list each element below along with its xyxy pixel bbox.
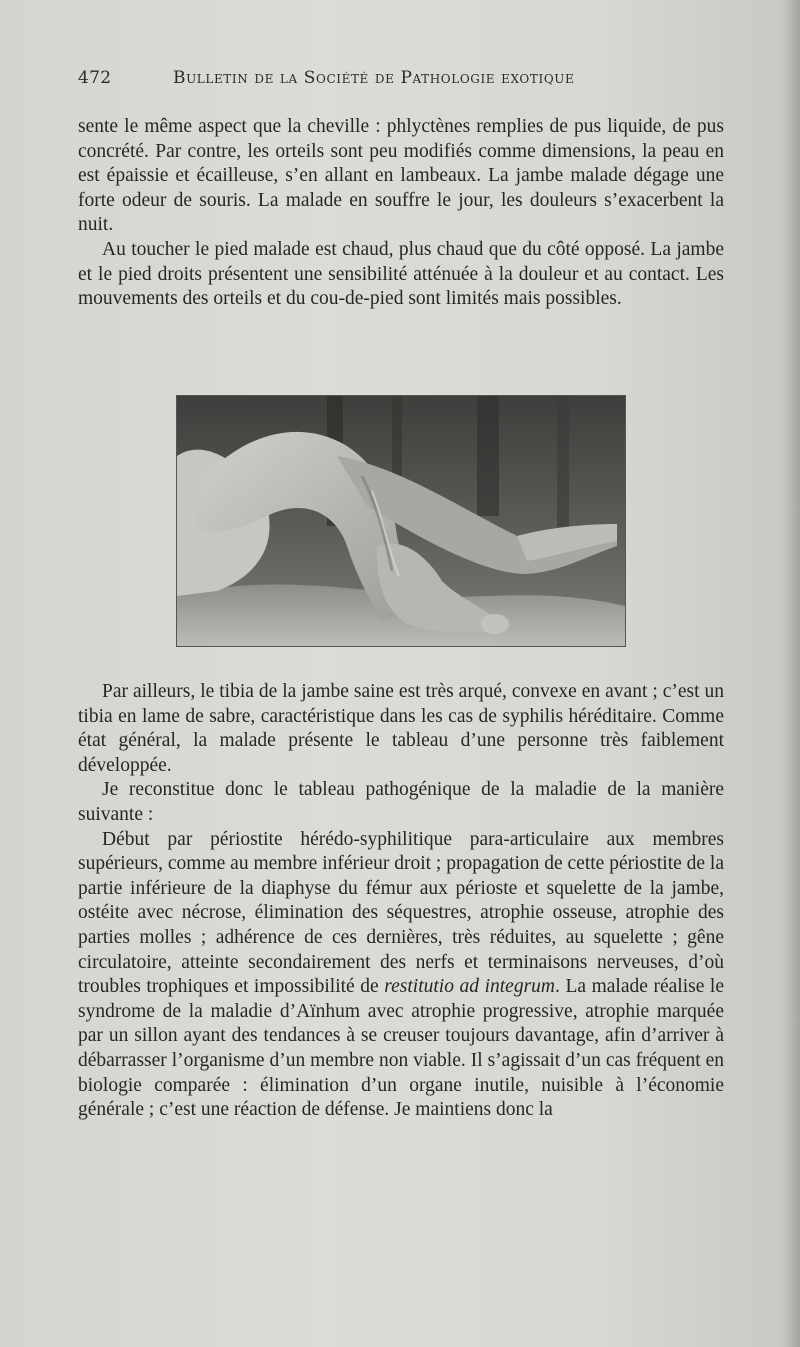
leg-photograph: [177, 396, 625, 646]
latin-phrase: restitutio ad integrum: [384, 976, 556, 998]
paragraph: Je reconstitue donc le tableau pathogénique de la maladie de la manière suivante :: [78, 779, 724, 825]
photograph-figure: [176, 395, 626, 647]
text-block-top: [78, 115, 724, 312]
page-number: 472: [78, 68, 112, 88]
paragraph: [78, 828, 724, 1123]
paragraph: Par ailleurs, le tibia de la jambe saine est très arqué, convexe en avant ; c’est un tibia en lame de sabre, caractéristique dans les cas de syphilis héréditaire. Comme état général, la malade présente le tableau d’une personne très faiblement développée.: [78, 681, 724, 776]
paragraph-text: . La malade réalise le syndrome de la maladie d’Aïnhum avec atrophie progressive, atrophie marquée par un sillon ayant des tendances à se creuser toujours davantage, afin d’arriver à débarrasser l’organisme d’un membre non viable. Il s’agissait d’un cas fréquent en biologie comparée : élimination d’un organe inutile, nuisible à l’économie générale ; c’est une réaction de défense. Je maintiens donc la: [78, 976, 725, 1121]
running-title: Bulletin de la Société de Pathologie exotique: [173, 68, 575, 88]
paragraph: Au toucher le pied malade est chaud, plus chaud que du côté opposé. La jambe et le pied droits présentent une sensibilité atténuée à la douleur et au contact. Les mouvements des orteils et du cou-de-pied sont limités mais possibles.: [78, 238, 724, 310]
text-block-bottom: [78, 680, 724, 1123]
paragraph: sente le même aspect que la cheville : phlyctènes remplies de pus liquide, de pus concrété. Par contre, les orteils sont peu modifiés comme dimensions, la peau en est épaissie et écailleuse, s’en allant en lambeaux. La jambe malade dégage une forte odeur de souris. La malade en souffre le jour, les douleurs s’exacerbent la nuit.: [78, 116, 724, 236]
page-edge-shadow: [782, 0, 800, 1347]
paragraph-text: Début par périostite hérédo-syphilitique para-articulaire aux membres supérieurs, comme au membre inférieur droit ; propagation de cette périostite de la partie inférieure de la diaphyse du fémur aux périoste et squelette de la jambe, ostéite avec nécrose, élimination des séquestres, atrophie osseuse, atrophie des parties molles ; adhérence de ces dernières, très réduites, au squelette ; gêne circulatoire, atteinte secondairement des nerfs et terminaisons nerveuses, d’où troubles trophiques et impossibilité de: [78, 828, 724, 998]
running-header: [78, 68, 728, 92]
